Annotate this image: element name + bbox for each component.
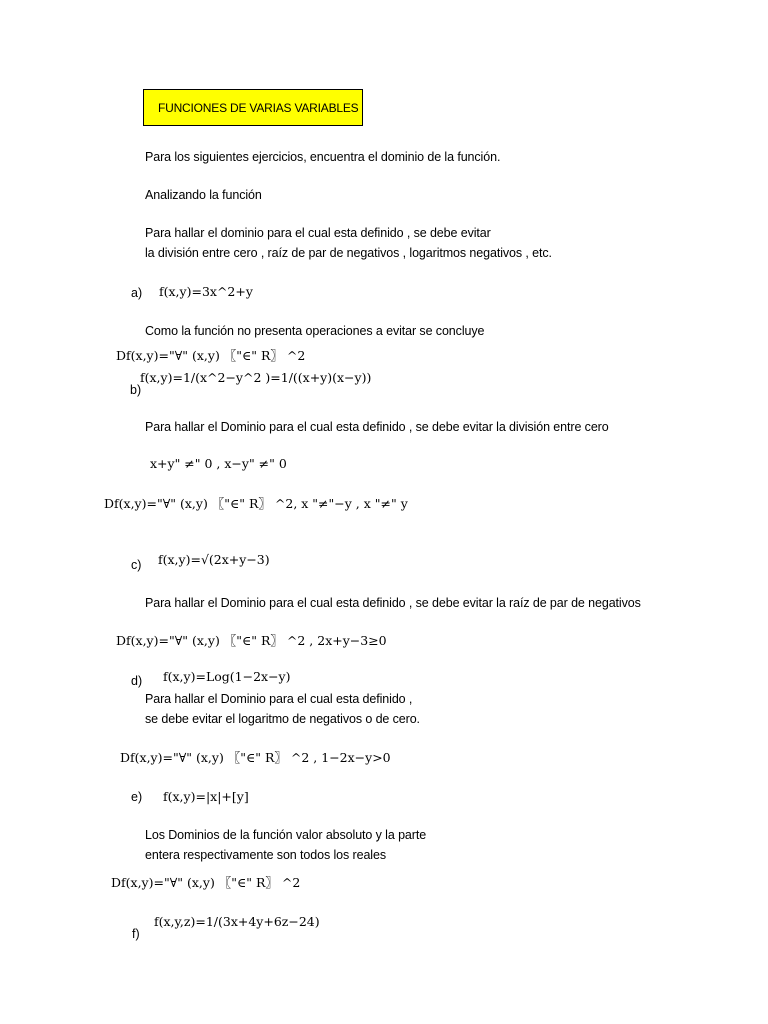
exercise-b-explanation: Para hallar el Dominio para el cual esta definido , se debe evitar la división entre cero [145, 420, 609, 434]
exercise-e-explanation-line-2: entera respectivamente son todos los reales [145, 848, 386, 862]
exercise-c-explanation: Para hallar el Dominio para el cual esta definido , se debe evitar la raíz de par de negativos [145, 596, 641, 610]
exercise-e-label: e) [131, 790, 143, 804]
exercise-d-explanation-line-1: Para hallar el Dominio para el cual esta definido , [145, 692, 413, 706]
analysis-heading: Analizando la función [145, 188, 262, 202]
exercise-b-condition: x+y" ≠" 0 , x−y" ≠" 0 [150, 456, 287, 471]
analysis-line-1: Para hallar el dominio para el cual esta definido , se debe evitar [145, 226, 491, 240]
exercise-d-label: d) [131, 674, 143, 688]
exercise-c-domain: Df(x,y)="∀" (x,y) 〖"∈" R〗 ^2 , 2x+y−3≥0 [116, 633, 387, 648]
exercise-e-explanation-line-1: Los Dominios de la función valor absoluto y la parte [145, 828, 427, 842]
analysis-line-2: la división entre cero , raíz de par de negativos , logaritmos negativos , etc. [145, 246, 552, 260]
exercise-c-function: f(x,y)=√(2x+y−3) [158, 552, 270, 567]
exercise-d-explanation-line-2: se debe evitar el logaritmo de negativos o de cero. [145, 712, 420, 726]
exercise-b-domain: Df(x,y)="∀" (x,y) 〖"∈" R〗 ^2, x "≠"−y , x "≠" y [104, 496, 408, 511]
exercise-a-explanation: Como la función no presenta operaciones a evitar se concluye [145, 324, 485, 338]
exercise-a-function: f(x,y)=3x^2+y [159, 284, 253, 299]
document-title: FUNCIONES DE VARIAS VARIABLES [158, 100, 359, 115]
exercise-a-label: a) [131, 286, 143, 300]
exercise-d-domain: Df(x,y)="∀" (x,y) 〖"∈" R〗 ^2 , 1−2x−y>0 [120, 750, 391, 765]
exercise-b-label: b) [130, 383, 142, 397]
exercise-e-domain: Df(x,y)="∀" (x,y) 〖"∈" R〗 ^2 [111, 875, 301, 890]
exercise-e-function: f(x,y)=|x|+[y] [163, 789, 249, 804]
exercise-f-label: f) [132, 927, 140, 941]
exercise-f-function: f(x,y,z)=1/(3x+4y+6z−24) [154, 914, 320, 929]
exercise-c-label: c) [131, 558, 142, 572]
exercise-a-domain: Df(x,y)="∀" (x,y) 〖"∈" R〗 ^2 [116, 348, 306, 363]
title-box [143, 89, 363, 126]
intro-text: Para los siguientes ejercicios, encuentra el dominio de la función. [145, 150, 501, 164]
exercise-d-function: f(x,y)=Log(1−2x−y) [163, 669, 291, 684]
exercise-b-function: f(x,y)=1/(x^2−y^2 )=1/((x+y)(x−y)) [140, 370, 372, 385]
